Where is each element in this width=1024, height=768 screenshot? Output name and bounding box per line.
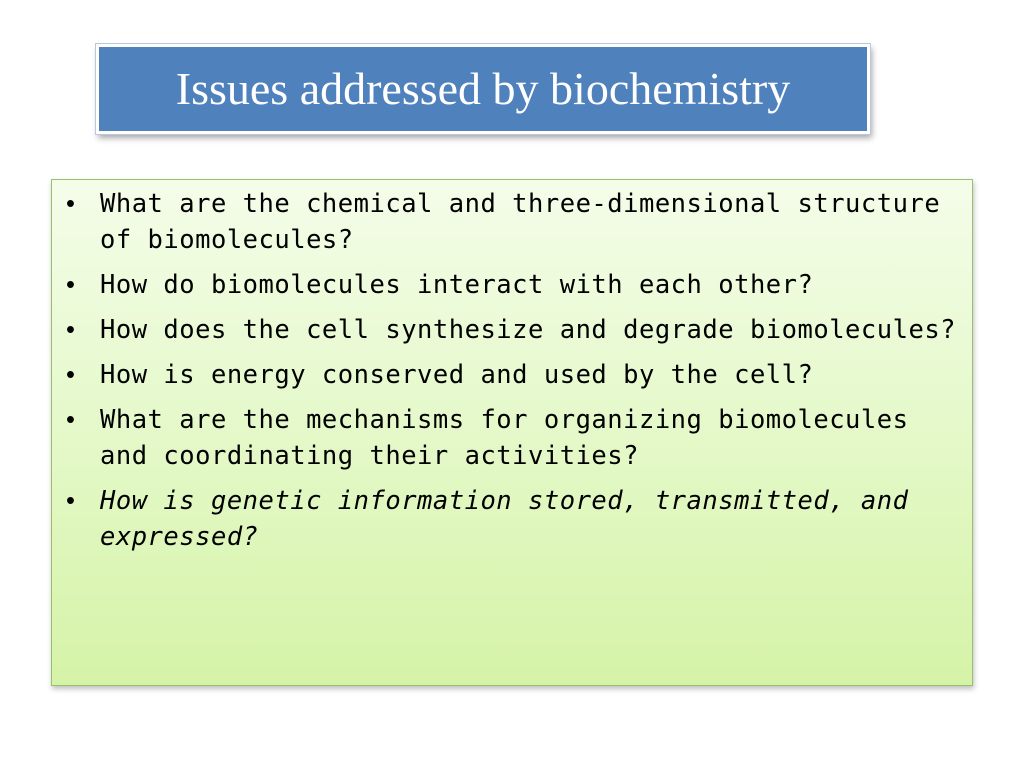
bullet-text: What are the chemical and three-dimensional structure of biomolecules? (100, 189, 941, 255)
bullet-text: How is genetic information stored, transmitted, and expressed? (100, 486, 909, 552)
bullet-icon: • (66, 190, 76, 218)
bullet-item (64, 402, 960, 474)
bullet-item (64, 186, 960, 258)
content-box (51, 179, 973, 686)
bullet-icon: • (66, 487, 76, 515)
bullet-item-italic (64, 483, 960, 555)
bullet-icon: • (66, 361, 76, 389)
bullet-icon: • (66, 316, 76, 344)
bullet-text: How is energy conserved and used by the cell? (100, 360, 814, 390)
bullet-icon: • (66, 271, 76, 299)
bullet-item (64, 357, 960, 393)
bullet-list (64, 186, 960, 555)
bullet-text: How does the cell synthesize and degrade biomolecules? (100, 315, 957, 345)
bullet-item (64, 267, 960, 303)
slide-title: Issues addressed by biochemistry (175, 63, 791, 114)
bullet-item (64, 312, 960, 348)
bullet-text: What are the mechanisms for organizing biomolecules and coordinating their activities? (100, 405, 909, 471)
bullet-text: How do biomolecules interact with each other? (100, 270, 814, 300)
title-box (96, 44, 870, 134)
bullet-icon: • (66, 406, 76, 434)
